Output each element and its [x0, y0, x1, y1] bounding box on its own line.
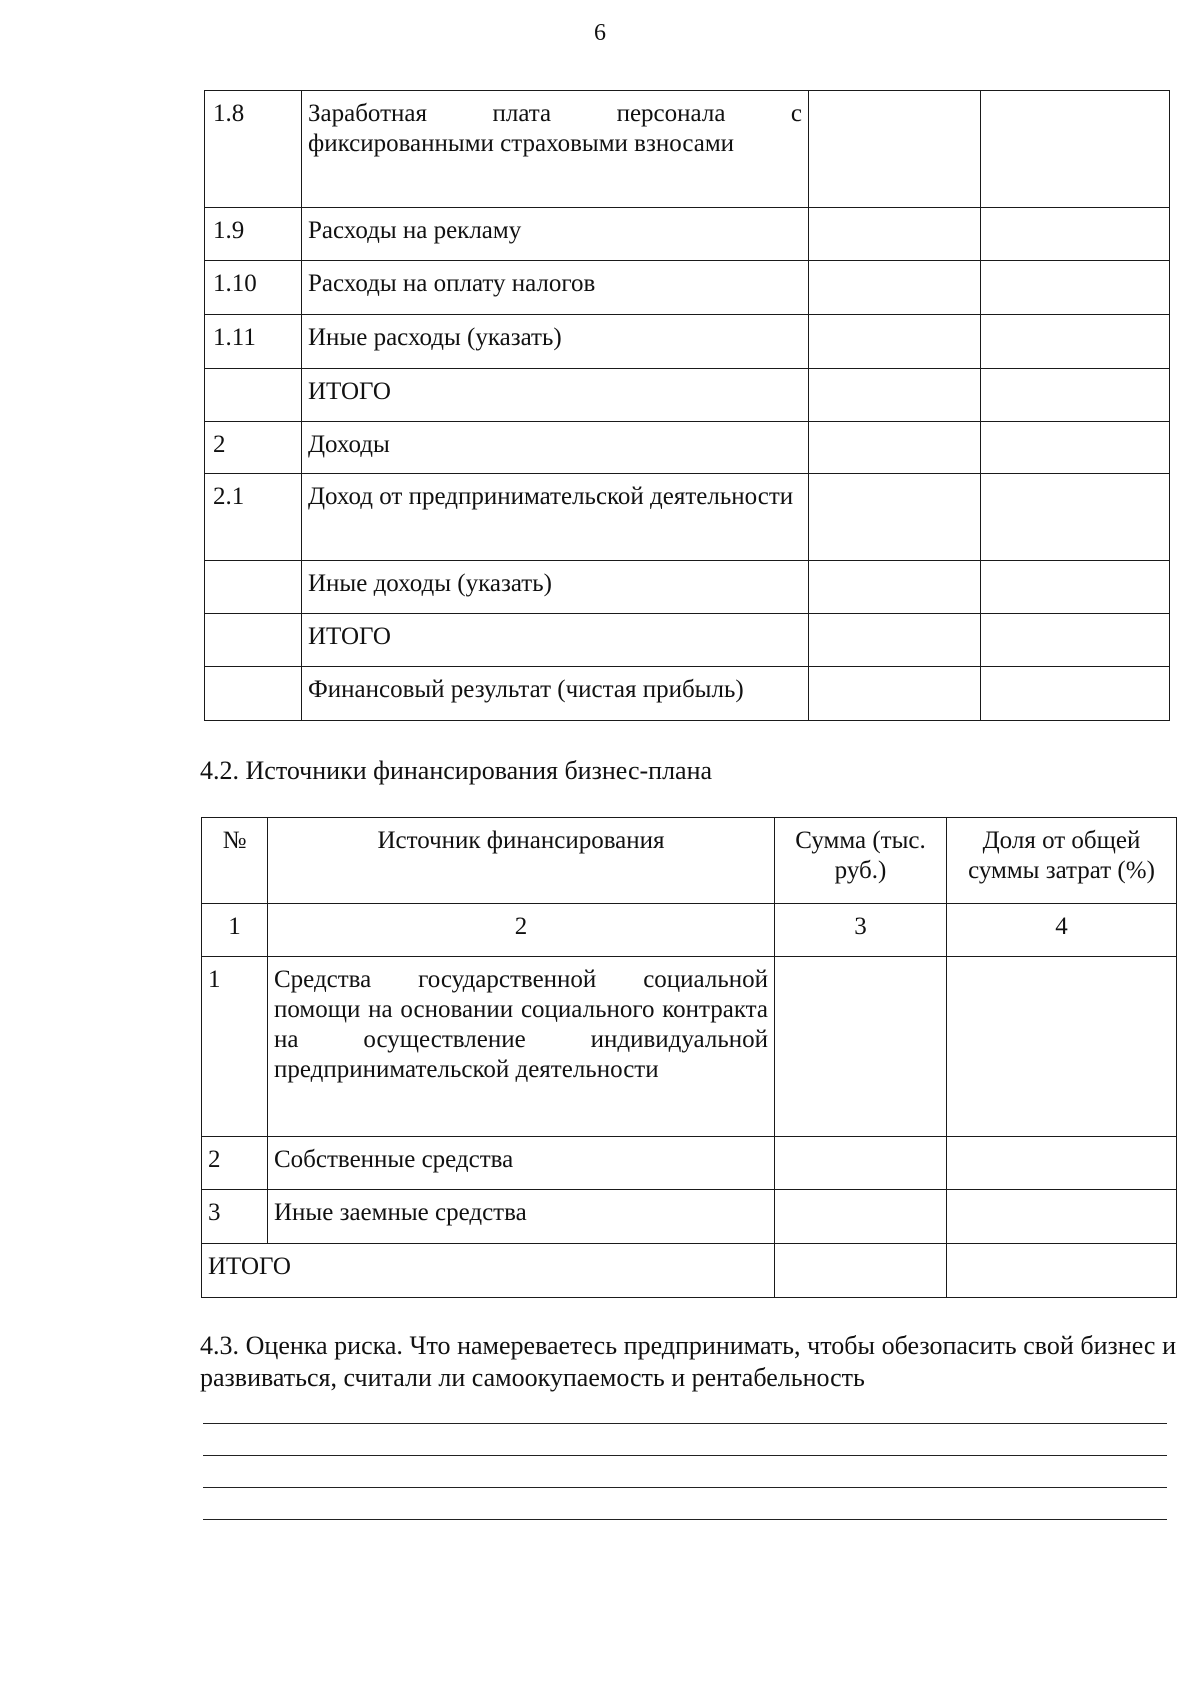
total-label: ИТОГО [202, 1244, 775, 1298]
table-row [205, 561, 1170, 614]
value-cell[interactable] [981, 315, 1170, 369]
section-heading-4-2: 4.2. Источники финансирования бизнес-плана [200, 756, 713, 785]
column-number: 4 [947, 904, 1177, 957]
share-cell[interactable] [947, 1190, 1177, 1244]
sum-cell[interactable] [775, 1137, 947, 1190]
financing-sources-table [201, 817, 1177, 1298]
table-row [205, 208, 1170, 261]
table-row [205, 667, 1170, 721]
row-description: Иные заемные средства [268, 1190, 775, 1244]
value-cell[interactable] [809, 474, 981, 561]
column-header-source: Источник финансирования [268, 818, 775, 904]
table-row [205, 369, 1170, 422]
row-number: 1.10 [205, 261, 302, 315]
table-row [202, 1190, 1177, 1244]
answer-line[interactable] [203, 1455, 1167, 1456]
table-row [205, 91, 1170, 208]
row-description: Доход от предпринимательской деятельности [302, 474, 809, 561]
row-number [205, 561, 302, 614]
column-number-row [202, 904, 1177, 957]
expenses-income-table [204, 90, 1170, 721]
value-cell[interactable] [809, 315, 981, 369]
table-row [202, 957, 1177, 1137]
total-sum-cell[interactable] [775, 1244, 947, 1298]
row-description: ИТОГО [302, 614, 809, 667]
row-number: 2 [205, 422, 302, 474]
row-description: Средства государственной социальной помощи на основании социального контракта на осуществление индивидуальной предпринимательской деятельности [268, 957, 775, 1137]
table-row [202, 1137, 1177, 1190]
value-cell[interactable] [809, 369, 981, 422]
value-cell[interactable] [981, 369, 1170, 422]
table-row [205, 261, 1170, 315]
row-description: Иные расходы (указать) [302, 315, 809, 369]
row-description: Заработная плата персонала с фиксированными страховыми взносами [302, 91, 809, 208]
total-share-cell[interactable] [947, 1244, 1177, 1298]
value-cell[interactable] [809, 667, 981, 721]
row-description: Финансовый результат (чистая прибыль) [302, 667, 809, 721]
table-row [205, 315, 1170, 369]
row-description: Расходы на рекламу [302, 208, 809, 261]
section-4-3-question: 4.3. Оценка риска. Что намереваетесь предпринимать, чтобы обезопасить свой бизнес и развиваться, считали ли самоокупаемость и рентабельность [200, 1331, 1176, 1392]
table-row [205, 614, 1170, 667]
column-header-share: Доля от общей суммы затрат (%) [947, 818, 1177, 904]
table-row [205, 474, 1170, 561]
row-number: 3 [202, 1190, 268, 1244]
row-number: 1.11 [205, 315, 302, 369]
answer-line[interactable] [203, 1519, 1167, 1520]
table-row [205, 422, 1170, 474]
row-description: Доходы [302, 422, 809, 474]
row-number: 1 [202, 957, 268, 1137]
value-cell[interactable] [809, 561, 981, 614]
row-number: 1.8 [205, 91, 302, 208]
value-cell[interactable] [981, 91, 1170, 208]
value-cell[interactable] [809, 614, 981, 667]
value-cell[interactable] [981, 667, 1170, 721]
table-header-row [202, 818, 1177, 904]
answer-line[interactable] [203, 1423, 1167, 1424]
column-header-number: № [202, 818, 268, 904]
column-header-sum: Сумма (тыс. руб.) [775, 818, 947, 904]
value-cell[interactable] [809, 261, 981, 315]
value-cell[interactable] [809, 208, 981, 261]
column-number: 2 [268, 904, 775, 957]
row-number [205, 369, 302, 422]
sum-cell[interactable] [775, 1190, 947, 1244]
row-number: 2.1 [205, 474, 302, 561]
total-row [202, 1244, 1177, 1298]
value-cell[interactable] [981, 208, 1170, 261]
value-cell[interactable] [809, 91, 981, 208]
row-number: 2 [202, 1137, 268, 1190]
row-description: Собственные средства [268, 1137, 775, 1190]
share-cell[interactable] [947, 957, 1177, 1137]
row-description: ИТОГО [302, 369, 809, 422]
value-cell[interactable] [981, 261, 1170, 315]
row-description: Расходы на оплату налогов [302, 261, 809, 315]
value-cell[interactable] [981, 614, 1170, 667]
value-cell[interactable] [809, 422, 981, 474]
row-number: 1.9 [205, 208, 302, 261]
column-number: 1 [202, 904, 268, 957]
row-number [205, 667, 302, 721]
answer-line[interactable] [203, 1487, 1167, 1488]
value-cell[interactable] [981, 474, 1170, 561]
share-cell[interactable] [947, 1137, 1177, 1190]
page-number: 6 [594, 20, 606, 46]
sum-cell[interactable] [775, 957, 947, 1137]
row-number [205, 614, 302, 667]
value-cell[interactable] [981, 561, 1170, 614]
column-number: 3 [775, 904, 947, 957]
value-cell[interactable] [981, 422, 1170, 474]
row-description: Иные доходы (указать) [302, 561, 809, 614]
